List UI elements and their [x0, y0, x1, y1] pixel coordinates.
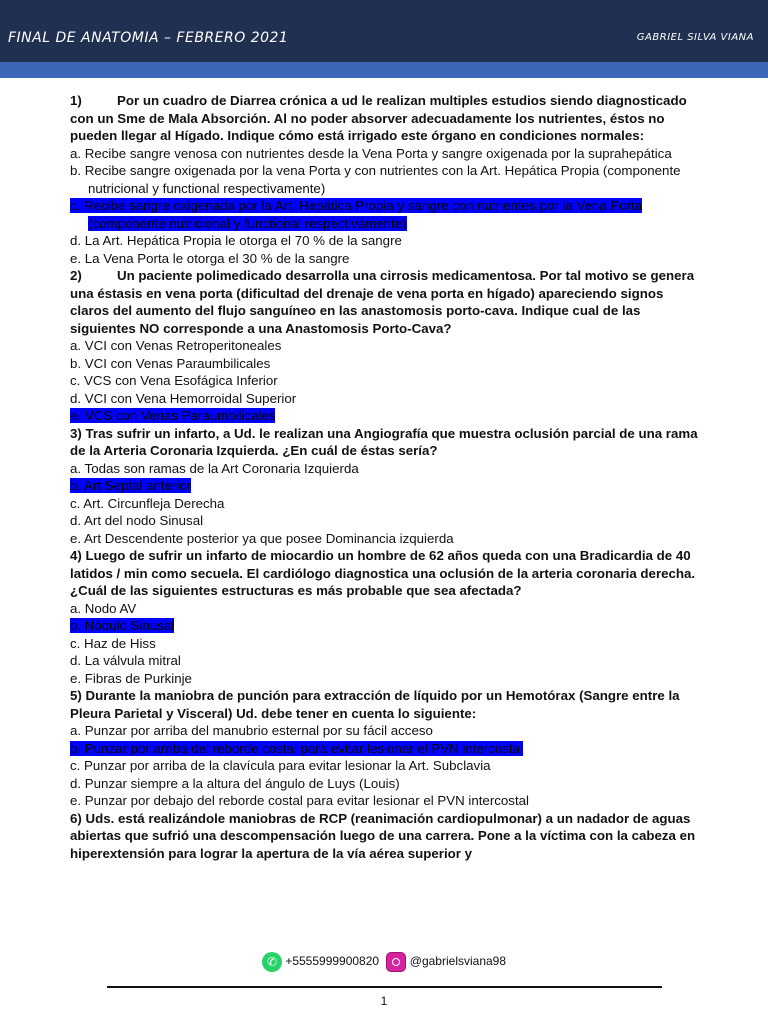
option-5d: d. Punzar siempre a la altura del ángulo de Luys (Louis)	[70, 775, 400, 791]
option-1e: e. La Vena Porta le otorga el 30 % de la sangre	[70, 250, 350, 266]
page-number: 1	[380, 994, 388, 1008]
document-title: FINAL DE ANATOMIA – FEBRERO 2021	[8, 30, 289, 46]
option-2a: a. VCI con Venas Retroperitoneales	[70, 338, 282, 353]
highlighted-answer: b. Art Septal anterior	[70, 478, 192, 493]
footer-divider	[107, 986, 662, 988]
highlighted-answer: b. Punzar por arriba del reborde costal para evitar lesionar el PVN intercostal	[70, 740, 524, 756]
option-4c: c. Haz de Hiss	[70, 635, 156, 651]
instagram-icon	[386, 952, 406, 972]
option-2c: c. VCS con Vena Esofágica Inferior	[70, 373, 278, 388]
option-5c: c. Punzar por arriba de la clavícula para evitar lesionar la Art. Subclavia	[70, 758, 491, 773]
whatsapp-icon: ✆	[262, 952, 282, 972]
option-3a: a. Todas son ramas de la Art Coronaria Izquierda	[70, 460, 359, 476]
option-3d: d. Art del nodo Sinusal	[70, 513, 204, 528]
option-3e: e. Art Descendente posterior ya que posee Dominancia izquierda	[70, 530, 454, 546]
question-2: 2) Un paciente polimedicado desarrolla una cirrosis medicamentosa. Por tal motivo se genera una éstasis en vena porta (dificultad del drenaje de vena porta en hígado) apareciendo signos claros del aumento del flujo sanguíneo en las anastomosis porto-cava. Indique cual de las siguientes NO corresponde a una Anastomosis Porto-Cava?	[70, 268, 695, 336]
highlighted-answer: b. Nódulo Sinusal	[70, 618, 175, 633]
option-2b: b. VCI con Venas Paraumbilicales	[70, 355, 271, 371]
option-2e	[70, 407, 698, 425]
option-1d: d. La Art. Hepática Propia le otorga el 70 % de la sangre	[70, 233, 402, 248]
option-1b: b. Recibe sangre oxigenada por la vena Porta y con nutrientes con la Art. Hepática Propia (componente nutricional y functional respectivamente)	[70, 163, 681, 196]
question-5: 5) Durante la maniobra de punción para extracción de líquido por un Hemotórax (Sangre entre la Pleura Parietal y Visceral) Ud. debe tener en cuenta lo siguiente:	[70, 688, 680, 721]
option-4a: a. Nodo AV	[70, 600, 137, 616]
highlighted-answer: e. VCS con Venas Paraumbilicales	[70, 408, 276, 423]
question-3: 3) Tras sufrir un infarto, a Ud. le realizan una Angiografía que muestra oclusión parcial de una rama de la Arteria Coronaria Izquierda. ¿En cuál de éstas sería?	[70, 425, 698, 458]
exam-content	[70, 92, 698, 862]
page-header	[0, 0, 768, 62]
option-5b	[70, 740, 698, 758]
option-3c: c. Art. Circunfleja Derecha	[70, 495, 225, 511]
option-2d: d. VCI con Vena Hemorroidal Superior	[70, 390, 297, 406]
question-6: 6) Uds. está realizándole maniobras de RCP (reanimación cardiopulmonar) a un nadador de aguas abiertas que sufrió una descompensación luego de una carrera. Pone a la víctima con la cabeza en hiperextensión para lograr la apertura de la vía aérea superior y	[70, 810, 696, 861]
option-4b	[70, 617, 698, 635]
option-1a: a. Recibe sangre venosa con nutrientes desde la Vena Porta y sangre oxigenada por la suprahepática	[70, 145, 672, 161]
question-4: 4) Luego de sufrir un infarto de miocardio un hombre de 62 años queda con una Bradicardia de 40 latidos / min como secuela. El cardiólogo diagnostica una oclusión de la arteria coronaria derecha. ¿Cuál de las siguientes estructuras es más probable que sea afectada?	[70, 548, 696, 598]
author-name: GABRIEL SILVA VIANA	[636, 32, 754, 43]
option-1c	[70, 197, 698, 232]
footer-contact	[0, 952, 768, 972]
header-band	[0, 62, 768, 78]
option-5a: a. Punzar por arriba del manubrio esternal por su fácil acceso	[70, 723, 433, 738]
phone-number: +5555999900820	[285, 954, 380, 969]
option-4e: e. Fibras de Purkinje	[70, 670, 192, 686]
option-5e: e. Punzar por debajo del reborde costal para evitar lesionar el PVN intercostal	[70, 793, 529, 808]
instagram-handle: @gabrielsviana98	[409, 954, 507, 969]
question-1: 1) Por un cuadro de Diarrea crónica a ud le realizan multiples estudios siendo diagnosticado con un Sme de Mala Absorción. Al no poder absorver adecuadamente los nutrientes, éstos no pueden llegar al Hígado. Indique cómo está irrigado este órgano en condiciones normales:	[70, 93, 687, 143]
highlighted-answer: c. Recibe sangre oxigenada por la Art. Hepática Propia y sangre con nutrientes por la Vena Porta (componente nutricional y functional respectivamente)	[70, 198, 643, 231]
option-3b	[70, 477, 698, 495]
option-4d: d. La válvula mitral	[70, 653, 181, 668]
